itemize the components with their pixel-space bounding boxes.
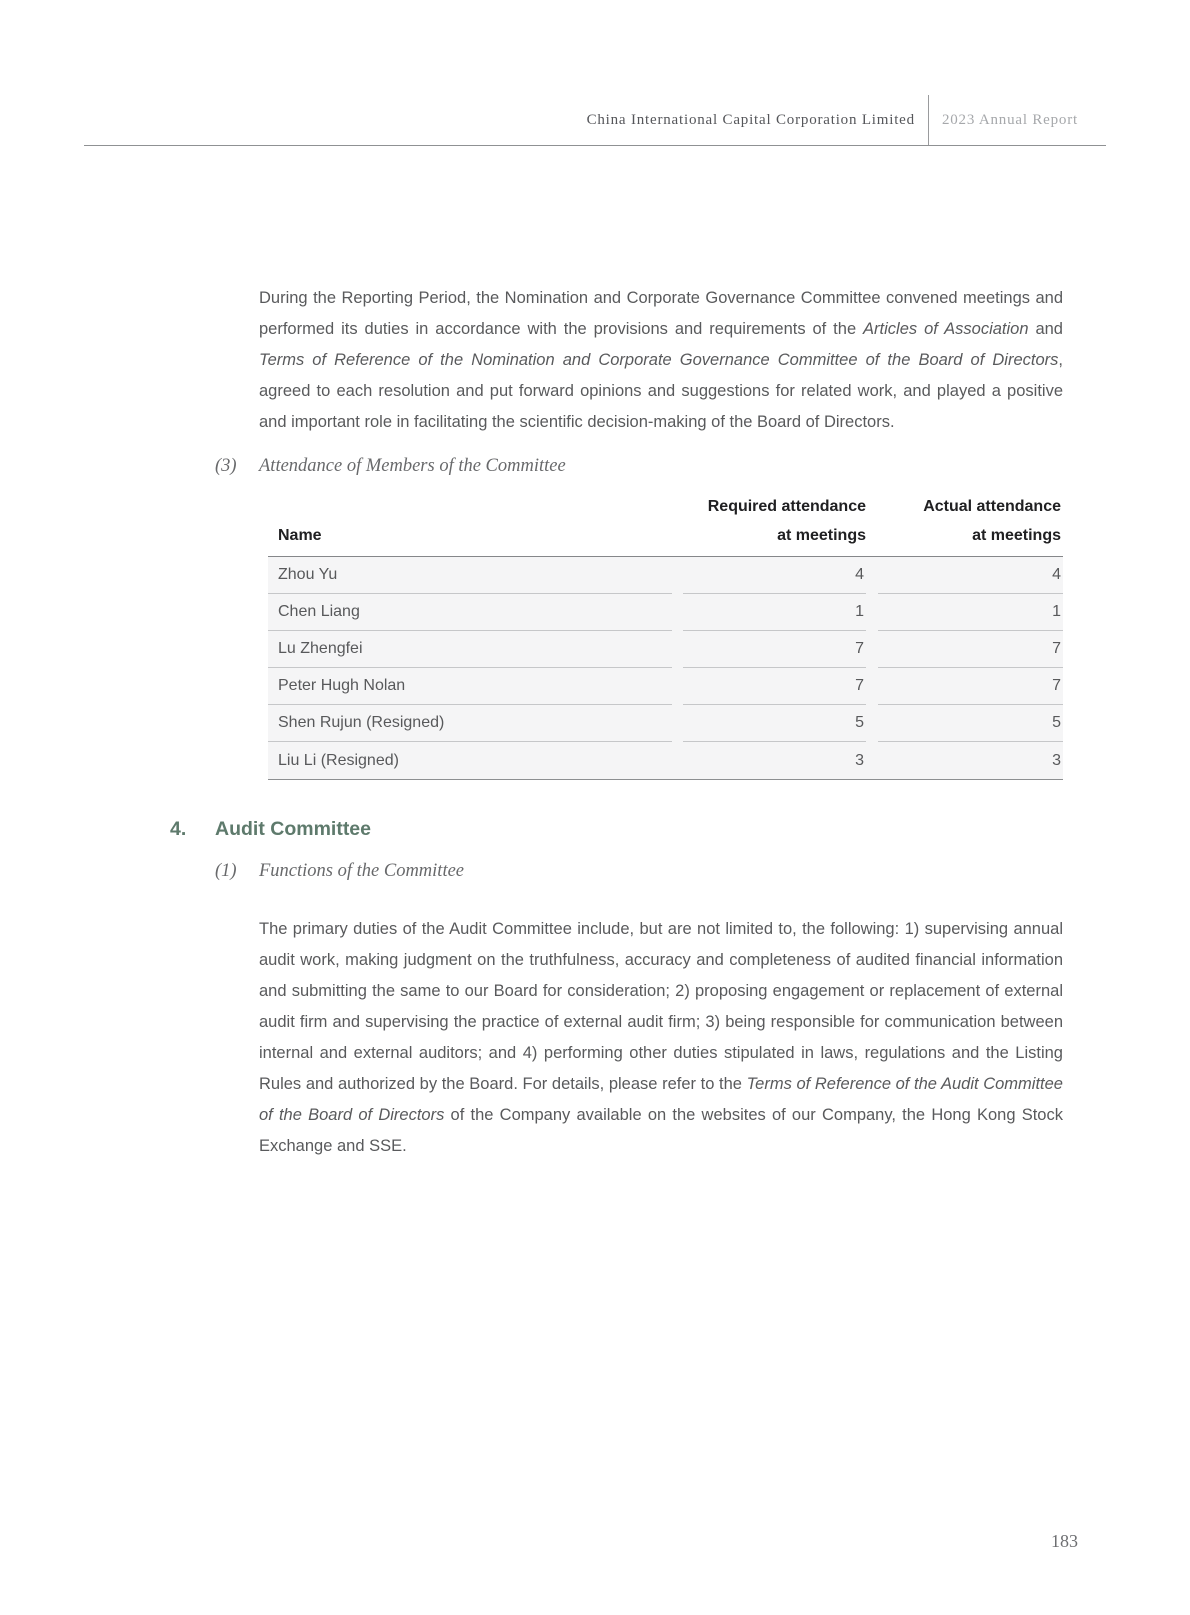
heading-number: (1) [215, 861, 237, 881]
paragraph-text: and [1028, 319, 1063, 338]
report-title: 2023 Annual Report [941, 111, 1078, 128]
row-actual: 7 [878, 668, 1063, 705]
table-header-line: Required attendance [707, 498, 866, 515]
row-name: Liu Li (Resigned) [278, 751, 399, 769]
table-header-required [683, 492, 866, 550]
row-name: Shen Rujun (Resigned) [268, 705, 672, 742]
row-actual: 1 [878, 594, 1063, 631]
section-number: 4. [170, 818, 187, 840]
italic-reference: Terms of Reference of the Audit Committee of the Board of Directors [259, 1074, 1063, 1124]
paragraph-text: of the Company available on the websites of our Company, the Hong Kong Stock Exchange and SSE. [259, 1105, 1063, 1155]
table-header-line: at meetings [972, 527, 1061, 544]
table-header-line: Actual attendance [923, 498, 1061, 515]
row-required: 5 [683, 705, 866, 742]
table-header-actual [878, 492, 1063, 550]
row-actual: 4 [878, 557, 1063, 594]
row-name: Lu Zhengfei [268, 631, 672, 668]
paragraph-text: The primary duties of the Audit Committee include, but are not limited to, the following: 1) supervising annual audit work, making judgment on the truthfulness, accuracy and completeness of audited financial information and submitting the same to our Board for consideration; 2) proposing engagement or replacement of external audit firm and supervising the practice of external audit firm; 3) being responsible for communication between internal and external auditors; and 4) performing other duties stipulated in laws, regulations and the Listing Rules and authorized by the Board. For details, please refer to the [259, 919, 1063, 1093]
row-name: Zhou Yu [268, 557, 672, 594]
functions-heading [215, 861, 464, 882]
table-row [268, 742, 1063, 779]
heading-number: (3) [215, 456, 237, 476]
table-header-line: at meetings [777, 527, 866, 544]
table-header-row [268, 492, 1063, 557]
row-actual: 7 [878, 631, 1063, 668]
attendance-table [268, 492, 1063, 780]
header-rule [84, 145, 1106, 146]
row-required: 1 [683, 594, 866, 631]
row-required: 7 [683, 631, 866, 668]
attendance-heading [215, 456, 566, 477]
row-actual: 5 [878, 705, 1063, 742]
audit-committee-heading [170, 818, 371, 841]
company-name: China International Capital Corporation Limited [586, 111, 915, 128]
table-row [268, 705, 1063, 742]
heading-title: Functions of the Committee [259, 861, 465, 881]
table-body [268, 557, 1063, 780]
table-row [268, 557, 1063, 594]
table-row [268, 631, 1063, 668]
heading-title: Attendance of Members of the Committee [259, 456, 566, 476]
italic-reference: Articles of Association [863, 319, 1029, 338]
table-header-name: Name [278, 527, 322, 544]
row-actual: 3 [1052, 751, 1061, 769]
row-required: 7 [683, 668, 866, 705]
row-name: Peter Hugh Nolan [268, 668, 672, 705]
table-row [268, 668, 1063, 705]
nomination-paragraph [259, 283, 1063, 438]
paragraph-text: , agreed to each resolution and put forward opinions and suggestions for related work, and played a positive and important role in facilitating the scientific decision-making of the Board of Directors. [259, 350, 1063, 431]
page-header [587, 95, 1078, 145]
audit-paragraph [259, 914, 1063, 1162]
page-number: 183 [1051, 1531, 1078, 1551]
table-row [268, 594, 1063, 631]
row-required: 3 [855, 751, 864, 769]
row-required: 4 [683, 557, 866, 594]
paragraph-text: During the Reporting Period, the Nomination and Corporate Governance Committee convened meetings and performed its duties in accordance with the provisions and requirements of the [259, 288, 1063, 338]
section-title: Audit Committee [215, 818, 371, 840]
row-name: Chen Liang [268, 594, 672, 631]
italic-reference: Terms of Reference of the Nomination and Corporate Governance Committee of the Board of Directors [259, 350, 1059, 369]
